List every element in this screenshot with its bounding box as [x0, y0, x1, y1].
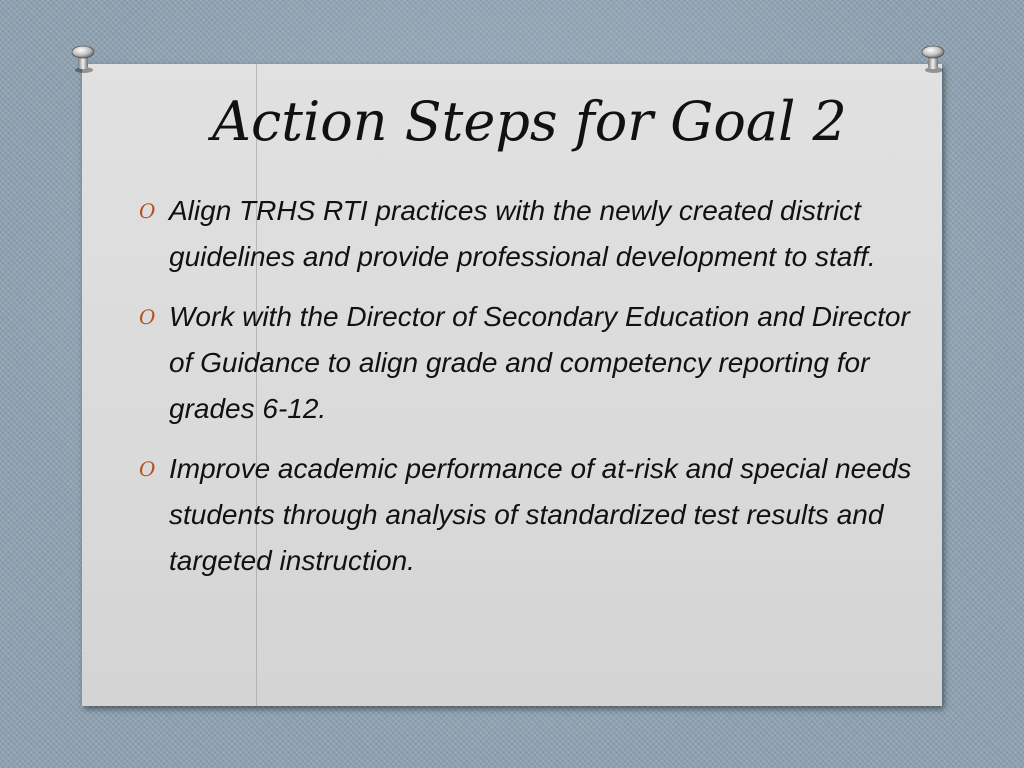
bullet-marker-icon: O	[139, 305, 156, 329]
list-item	[137, 446, 927, 584]
list-item	[137, 188, 927, 280]
bullet-text: Improve academic performance of at-risk and special needs students through analysis of standardized test results and targeted instruction.	[169, 453, 912, 576]
slide-card	[82, 64, 942, 706]
slide-title: Action Steps for Goal 2	[212, 90, 847, 153]
bullet-marker-icon: O	[139, 457, 156, 481]
push-pin-icon	[920, 44, 946, 74]
bullet-marker-icon: O	[139, 199, 156, 223]
list-item	[137, 294, 927, 432]
bullet-list	[137, 188, 927, 598]
bullet-text: Work with the Director of Secondary Education and Director of Guidance to align grade and competency reporting for grades 6-12.	[169, 301, 910, 424]
bullet-text: Align TRHS RTI practices with the newly created district guidelines and provide professional development to staff.	[169, 195, 876, 272]
push-pin-icon	[70, 44, 96, 74]
